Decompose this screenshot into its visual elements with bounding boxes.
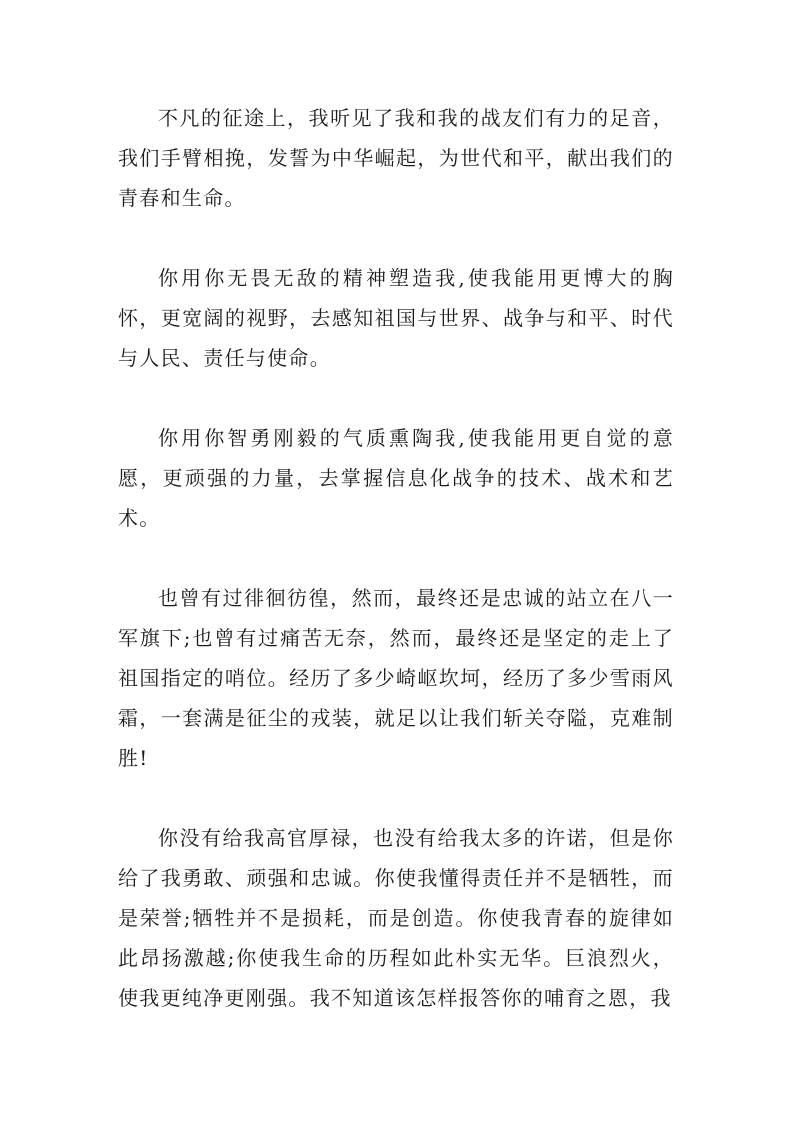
document-body xyxy=(118,98,674,1018)
paragraph-3: 你用你智勇刚毅的气质熏陶我,使我能用更自觉的意愿，更顽强的力量，去掌握信息化战争的技术、战术和艺术。 xyxy=(118,426,674,530)
paragraph-1: 不凡的征途上，我听见了我和我的战友们有力的足音，我们手臂相挽，发誓为中华崛起，为世代和平，献出我们的青春和生命。 xyxy=(118,106,674,210)
paragraph-4: 也曾有过徘徊彷徨，然而，最终还是忠诚的站立在八一军旗下;也曾有过痛苦无奈，然而，最终还是坚定的走上了祖国指定的哨位。经历了多少崎岖坎坷，经历了多少雪雨风霜，一套满是征尘的戎装，就足以让我们斩关夺隘，克难制胜! xyxy=(118,586,674,770)
paragraph-5: 你没有给我高官厚禄，也没有给我太多的许诺，但是你给了我勇敢、顽强和忠诚。你使我懂得责任并不是牺牲，而是荣誉;牺牲并不是损耗，而是创造。你使我青春的旋律如此昂扬激越;你使我生命的历程如此朴实无华。巨浪烈火，使我更纯净更刚强。我不知道该怎样报答你的哺育之恩，我 xyxy=(118,826,674,1010)
paragraph-2: 你用你无畏无敌的精神塑造我,使我能用更博大的胸怀，更宽阔的视野，去感知祖国与世界、战争与和平、时代与人民、责任与使命。 xyxy=(118,266,674,370)
